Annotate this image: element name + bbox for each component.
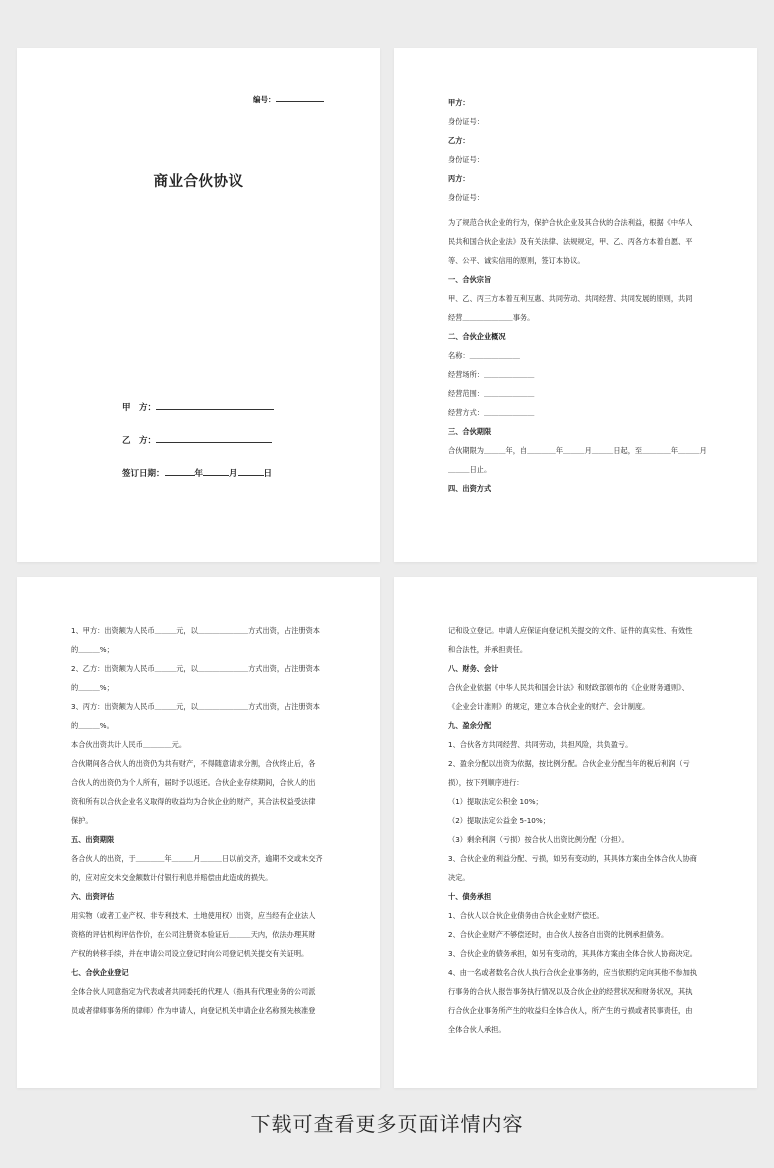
serial-number-label: 编号： bbox=[253, 95, 276, 104]
section-1-title: 一、合伙宗旨 bbox=[448, 275, 492, 284]
party-c-id: 身份证号： bbox=[448, 193, 484, 202]
document-page-3 bbox=[17, 577, 380, 1088]
body-line: 《企业会计准则》的规定，建立本合伙企业的财产、会计制度。 bbox=[448, 702, 650, 711]
body-line: 记和设立登记。申请人应保证向登记机关提交的文件、证件的真实性、有效性 bbox=[448, 626, 693, 635]
body-line: （3）剩余利润（亏损）按合伙人出资比例分配（分担）。 bbox=[448, 835, 629, 844]
section-title: 五、出资期限 bbox=[71, 835, 115, 844]
party-a-label: 甲 方： bbox=[122, 403, 157, 413]
party-b-id: 身份证号： bbox=[448, 155, 484, 164]
sign-date-label: 签订日期： bbox=[122, 469, 165, 479]
download-more-footer[interactable]: 下载可查看更多页面详情内容 bbox=[250, 1112, 524, 1136]
page-2-body bbox=[448, 93, 710, 498]
body-line: 的＿＿＿%； bbox=[71, 645, 114, 654]
body-line: 本合伙出资共计人民币＿＿＿＿元。 bbox=[71, 740, 187, 749]
document-page-2 bbox=[394, 48, 757, 562]
sign-day-blank bbox=[238, 466, 264, 476]
section-title: 十、债务承担 bbox=[448, 892, 492, 901]
intro-line-2: 民共和国合伙企业法》及有关法律、法规规定，甲、乙、丙各方本着自愿、平 bbox=[448, 237, 693, 246]
body-line: 的＿＿＿%。 bbox=[71, 721, 114, 730]
party-c-heading: 丙方： bbox=[448, 174, 470, 183]
body-line: 1、合伙人以合伙企业债务由合伙企业财产偿还。 bbox=[448, 911, 604, 920]
party-b-heading: 乙方： bbox=[448, 136, 470, 145]
section-3-line-1: 合伙期限为＿＿＿年，自＿＿＿＿年＿＿＿月＿＿＿日起，至＿＿＿＿年＿＿＿月 bbox=[448, 446, 707, 455]
page-4-body bbox=[448, 621, 710, 1039]
sign-month-blank bbox=[203, 466, 229, 476]
body-line: （2）提取法定公益金 5-10%； bbox=[448, 816, 550, 825]
body-line: 2、盈余分配以出资为依据，按比例分配。合伙企业分配当年的税后利润（亏 bbox=[448, 759, 690, 768]
section-4-title: 四、出资方式 bbox=[448, 484, 492, 493]
business-mode-item: 经营方式：＿＿＿＿＿＿＿ bbox=[448, 408, 535, 417]
party-a-signature-line bbox=[122, 400, 274, 413]
intro-line-3: 等、公平、诚实信用的原则，签订本协议。 bbox=[448, 256, 585, 265]
company-name-item: 名称：＿＿＿＿＿＿＿ bbox=[448, 351, 520, 360]
body-line: 2、乙方：出资额为人民币＿＿＿元，以＿＿＿＿＿＿＿方式出资，占注册资本 bbox=[71, 664, 320, 673]
body-line: 行事务的合伙人报告事务执行情况以及合伙企业的经营状况和财务状况，其执 bbox=[448, 987, 693, 996]
party-b-blank bbox=[156, 433, 272, 443]
body-line: 员或者律师事务所的律师）作为申请人，向登记机关申请企业名称预先核准登 bbox=[71, 1006, 316, 1015]
body-line: 3、丙方：出资额为人民币＿＿＿元，以＿＿＿＿＿＿＿方式出资，占注册资本 bbox=[71, 702, 320, 711]
section-3-title: 三、合伙期限 bbox=[448, 427, 492, 436]
party-b-label: 乙 方： bbox=[122, 436, 157, 446]
body-line: 资和所有以合伙企业名义取得的收益均为合伙企业的财产，其合法权益受法律 bbox=[71, 797, 316, 806]
body-line: 合伙人的出资仍为个人所有，届时予以返还。合伙企业存续期间，合伙人的出 bbox=[71, 778, 316, 787]
section-title: 八、财务、会计 bbox=[448, 664, 499, 673]
section-2-title: 二、合伙企业概况 bbox=[448, 332, 506, 341]
body-line: 3、合伙企业的债务承担，如另有变动的，其具体方案由全体合伙人协商决定。 bbox=[448, 949, 697, 958]
party-a-blank bbox=[156, 400, 274, 410]
body-line: 行合伙企业事务所产生的收益归全体合伙人，所产生的亏损或者民事责任，由 bbox=[448, 1006, 693, 1015]
body-line: （1）提取法定公积金 10%； bbox=[448, 797, 543, 806]
body-line: 4、由一名或者数名合伙人执行合伙企业事务的，应当依照约定向其他不参加执 bbox=[448, 968, 697, 977]
business-scope-item: 经营范围：＿＿＿＿＿＿＿ bbox=[448, 389, 535, 398]
sign-year-unit: 年 bbox=[194, 469, 204, 479]
body-line: 3、合伙企业的利益分配、亏损，如另有变动的，其具体方案由全体合伙人协商 bbox=[448, 854, 697, 863]
intro-line-1: 为了规范合伙企业的行为，保护合伙企业及其合伙的合法利益，根据《中华人 bbox=[448, 218, 693, 227]
sign-date-line bbox=[122, 466, 272, 479]
body-line: 的，应对应交未交金额数计付银行利息并赔偿由此造成的损失。 bbox=[71, 873, 273, 882]
document-title: 商业合伙协议 bbox=[153, 174, 244, 190]
body-line: 和合法性，并承担责任。 bbox=[448, 645, 528, 654]
sign-month-unit: 月 bbox=[229, 469, 238, 479]
section-3-line-2: ＿＿＿日止。 bbox=[448, 465, 492, 474]
body-line: 合伙期间各合伙人的出资仍为共有财产，不得随意请求分割，合伙终止后，各 bbox=[71, 759, 316, 768]
body-line: 1、合伙各方共同经营、共同劳动，共担风险，共负盈亏。 bbox=[448, 740, 633, 749]
section-title: 六、出资评估 bbox=[71, 892, 115, 901]
sign-year-blank bbox=[165, 466, 195, 476]
body-line: 的＿＿＿%； bbox=[71, 683, 114, 692]
document-page-4 bbox=[394, 577, 757, 1088]
sign-day-unit: 日 bbox=[263, 469, 273, 479]
serial-number-field bbox=[253, 93, 324, 105]
body-line: 用实物（或者工业产权、非专利技术、土地使用权）出资，应当经有企业法人 bbox=[71, 911, 316, 920]
body-line: 产权的转移手续，并在申请公司设立登记时向公司登记机关提交有关证明。 bbox=[71, 949, 309, 958]
body-line: 1、甲方：出资额为人民币＿＿＿元，以＿＿＿＿＿＿＿方式出资，占注册资本 bbox=[71, 626, 320, 635]
body-line: 全体合伙人承担。 bbox=[448, 1025, 506, 1034]
body-line: 各合伙人的出资，于＿＿＿＿年＿＿＿月＿＿＿日以前交齐，逾期不交或未交齐 bbox=[71, 854, 323, 863]
body-line: 2、合伙企业财产不够偿还时，由合伙人按各自出资的比例承担债务。 bbox=[448, 930, 669, 939]
business-address-item: 经营场所：＿＿＿＿＿＿＿ bbox=[448, 370, 535, 379]
party-b-signature-line bbox=[122, 433, 272, 446]
body-line: 全体合伙人同意指定为代表或者共同委托的代理人（指具有代理业务的公司派 bbox=[71, 987, 316, 996]
body-line: 保护。 bbox=[71, 816, 93, 825]
body-line: 损），按下列顺序进行： bbox=[448, 778, 524, 787]
serial-number-blank bbox=[276, 93, 324, 102]
body-line: 资格的评估机构评估作价，在公司注册资本验证后＿＿＿天内，依法办理其财 bbox=[71, 930, 316, 939]
section-1-line-2: 经营＿＿＿＿＿＿＿事务。 bbox=[448, 313, 535, 322]
document-page-cover bbox=[17, 48, 380, 562]
party-a-heading: 甲方： bbox=[448, 98, 470, 107]
section-title: 七、合伙企业登记 bbox=[71, 968, 129, 977]
body-line: 合伙企业依据《中华人民共和国会计法》和财政部颁布的《企业财务通则》、 bbox=[448, 683, 689, 692]
party-a-id: 身份证号： bbox=[448, 117, 484, 126]
page-3-body bbox=[71, 621, 333, 1020]
section-1-line-1: 甲、乙、丙三方本着互利互惠、共同劳动、共同经营、共同发展的原则，共同 bbox=[448, 294, 693, 303]
section-title: 九、盈余分配 bbox=[448, 721, 492, 730]
body-line: 决定。 bbox=[448, 873, 470, 882]
